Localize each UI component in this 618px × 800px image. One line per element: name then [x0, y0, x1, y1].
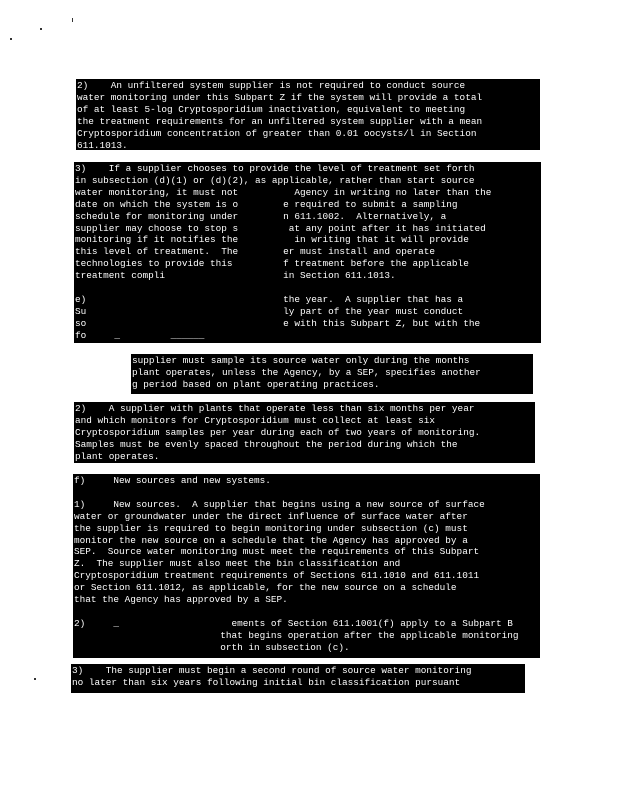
speck-2: [40, 28, 42, 30]
speck-3: [72, 18, 73, 22]
paragraph-second-round: 3) The supplier must begin a second round of source water monitoring no later than six years following initial bin classification pursuant: [71, 664, 525, 693]
paragraph-seasonal-sampling: supplier must sample its source water only during the months plant operates, unless the Agency, by a SEP, specifies another g period based on plant operating practices.: [131, 354, 533, 394]
speck-1: [10, 38, 12, 40]
speck-4: [34, 678, 36, 680]
paragraph-short-season-plants: 2) A supplier with plants that operate less than six months per year and which monitors for Cryptosporidium must collect at least six Cryptosporidium samples per year during each of two years of monitoring. Samples must be evenly spaced throughout the period during which the plant operates.: [74, 402, 535, 463]
paragraph-new-sources: f) New sources and new systems. 1) New sources. A supplier that begins using a new source of surface water or groundwater under the direct influence of surface water after the supplier is required to begin monitoring under subsection (c) must monitor the new source on a schedule that the Agency has approved by a SEP. Source water monitoring must meet the requirements of this Subpart Z. The supplier must also meet the bin classification and Cryptosporidium treatment requirements of Sections 611.1010 and 611.1011 or Section 611.1012, as applicable, for the new source on a schedule that the Agency has approved by a SEP. 2) _ ements of Section 611.1001(f) apply to a Subpart B that begins operation after the applicable monitoring orth in subsection (c).: [73, 474, 540, 658]
paragraph-unfiltered-system: 2) An unfiltered system supplier is not required to conduct source water monitoring under this Subpart Z if the system will provide a total of at least 5-log Cryptosporidium inactivation, equivalent to meeting the treatment requirements for an unfiltered system supplier with a mean Cryptosporidium concentration of greater than 0.01 oocysts/l in Section 611.1013.: [76, 79, 540, 150]
paragraph-treatment-alternative: 3) If a supplier chooses to provide the level of treatment set forth in subsection (d)(1) or (d)(2), as applicable, rather than start source water monitoring, it must not Agency in writing no later than the date on which the system is o e required to submit a sampling schedule for monitoring under n 611.1002. Alternatively, a supplier may choose to stop s at any point after it has initiated monitoring if it notifies the in writing that it will provide this level of treatment. The er must install and operate technologies to provide this f treatment before the applicable treatment compli in Section 611.1013. e) the year. A supplier that has a Su ly part of the year must conduct so e with this Subpart Z, but with the fo _ ______: [74, 162, 541, 343]
